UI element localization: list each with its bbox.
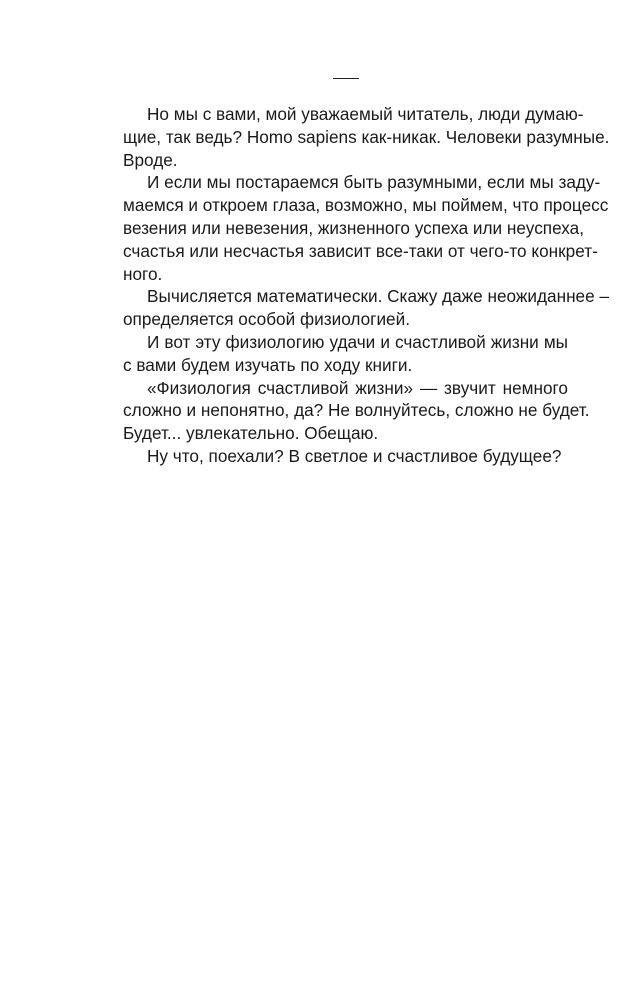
text-line: сложно и непонятно, да? Не волнуйтесь, сложно не будет. xyxy=(123,400,590,421)
body-text xyxy=(123,103,610,468)
text-line: щие, так ведь? Homo sapiens как-никак. Человеки разумные. xyxy=(123,126,610,147)
text-line: И если мы постараемся быть разумными, если мы заду- xyxy=(147,172,601,193)
text-line: маемся и откроем глаза, возможно, мы поймем, что процесс xyxy=(123,195,609,216)
text-line: Ну что, поехали? В светлое и счастливое будущее? xyxy=(147,445,562,466)
text-line: везения или невезения, жизненного успеха или неуспеха, xyxy=(123,217,585,238)
text-line: И вот эту физиологию удачи и счастливой жизни мы xyxy=(147,331,568,352)
paragraph-4 xyxy=(123,331,568,377)
paragraph-2 xyxy=(123,171,609,285)
text-line: ного. xyxy=(123,263,163,284)
text-line: Будет... увлекательно. Обещаю. xyxy=(123,423,379,444)
header-rule xyxy=(333,78,359,79)
paragraph-6 xyxy=(123,445,568,468)
text-line: Вычисляется математически. Скажу даже неожиданнее – xyxy=(147,286,610,307)
paragraph-5 xyxy=(123,377,590,445)
paragraph-3 xyxy=(123,285,610,331)
text-line: определяется особой физиологией. xyxy=(123,309,410,330)
text-line: Вроде. xyxy=(123,149,178,170)
text-line: счастья или несчастья зависит все-таки от чего-то конкрет- xyxy=(123,240,598,261)
text-line: «Физиология счастливой жизни» — звучит немного xyxy=(147,377,568,398)
paragraph-1 xyxy=(123,103,610,171)
text-line: Но мы с вами, мой уважаемый читатель, люди думаю- xyxy=(147,104,584,124)
text-line: с вами будем изучать по ходу книги. xyxy=(123,354,413,375)
